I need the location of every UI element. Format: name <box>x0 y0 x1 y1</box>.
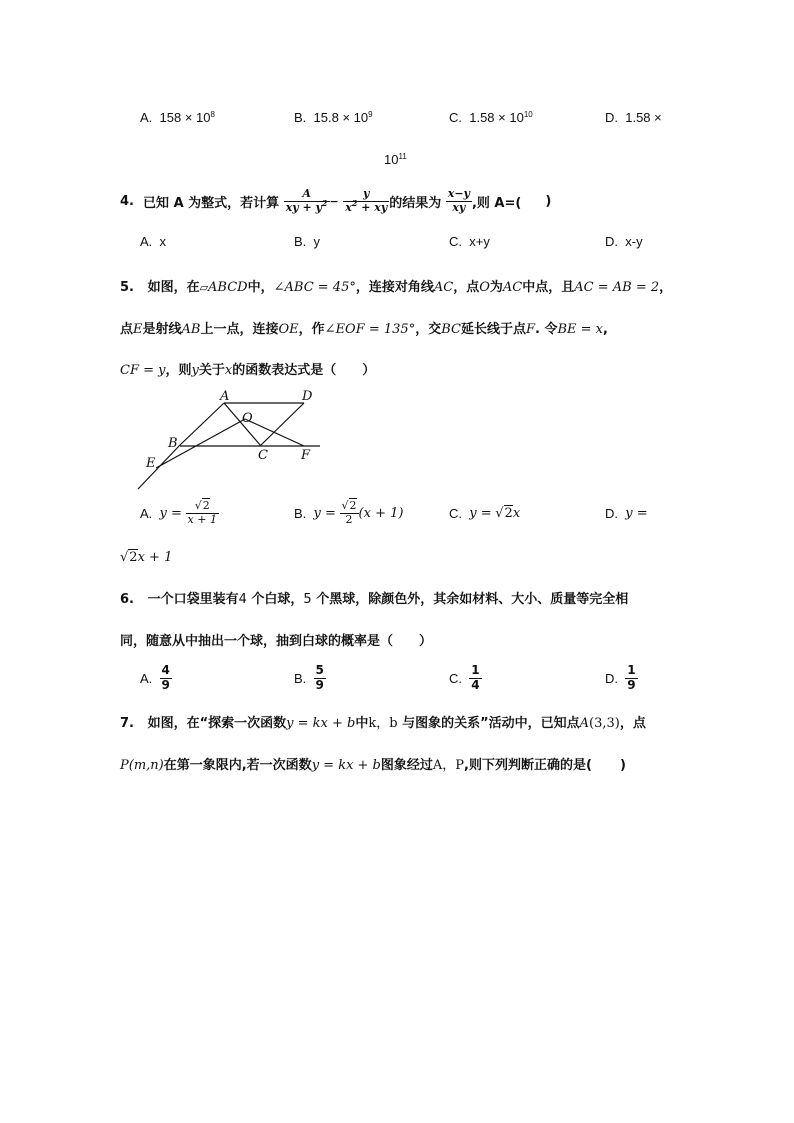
q6-option-b <box>294 660 326 696</box>
q5-option-c <box>449 495 520 531</box>
q5-option-b-numerator: √2 <box>341 499 357 513</box>
q6-option-c-num: 1 <box>471 663 480 678</box>
q7-l1-point-a: A <box>579 716 589 731</box>
q6-option-d <box>605 660 638 696</box>
q3-option-b-value: 15.8 × 10 <box>313 110 369 125</box>
q5-option-a-y: y = <box>159 505 182 521</box>
q5-l3-text-b: 关于 <box>198 363 225 378</box>
q7-line-2 <box>120 754 626 773</box>
q4-option-c-label: C. <box>449 234 462 249</box>
q4-f2-den-b: + xy <box>357 200 388 214</box>
q5-l1-text-c: ，连接对角线 <box>355 280 434 295</box>
q6-option-d-den: 9 <box>627 677 636 692</box>
q5-l3-y: y <box>191 363 199 378</box>
q7-l2-text-a: 在第一象限内,若一次函数 <box>163 758 312 773</box>
q6-line-2 <box>120 630 432 649</box>
q6-option-d-fraction <box>625 664 637 691</box>
q4-option-c <box>449 234 490 249</box>
q3-option-a-exp: 8 <box>210 110 215 119</box>
q7-line-1 <box>120 712 646 731</box>
q7-l1-function: y = kx + b <box>286 716 356 731</box>
q5-line-2 <box>120 318 608 337</box>
segment-of <box>245 419 304 446</box>
q6-l1-text-a: 一个口袋里装有 <box>147 592 239 607</box>
q5-option-d-root: √2 <box>120 550 138 565</box>
q4-option-d-text: x-y <box>625 234 643 249</box>
q4-option-b-label: B. <box>294 234 307 249</box>
q4-text-3: ,则 A=( <box>471 195 522 211</box>
q5-number: 5. <box>120 280 134 295</box>
q5-option-a <box>140 495 219 531</box>
q4-fraction-1 <box>284 188 330 213</box>
q5-option-c-y: y = <box>469 505 492 521</box>
q5-option-a-label: A. <box>140 505 153 521</box>
q6-l1-text-c: 个黑球，除颜色外，其余如材料、大小、质量等完全相 <box>316 592 629 607</box>
q7-l2-points-ap: A，P <box>432 758 465 773</box>
q3-option-b <box>294 110 373 125</box>
q5-option-d-radicand: 2 <box>129 550 138 565</box>
q5-l1-text-a: 如图，在 <box>147 280 200 295</box>
q5-l2-bex: BE = x <box>557 322 604 337</box>
q4-option-d-label: D. <box>605 234 618 249</box>
label-o: O <box>242 411 253 426</box>
q6-option-a-label: A. <box>140 670 153 686</box>
label-d: D <box>302 389 313 404</box>
q5-l1-ac2: AC <box>502 280 523 295</box>
q4-option-d <box>605 234 643 249</box>
q4-f1-den-base: xy + y <box>285 200 322 214</box>
q4-text-1: 已知 A 为整式，若计算 <box>143 195 280 211</box>
q7-l2-point-p: P(m,n) <box>120 758 164 773</box>
q7-l2-text-c: ,则下列判断正确的是( <box>464 758 592 773</box>
q6-option-a <box>140 660 172 696</box>
q7-l2-text-d: ) <box>619 758 626 773</box>
q5-l1-text-f: 中点，且 <box>522 280 575 295</box>
q6-line-1 <box>120 588 628 607</box>
q5-option-d <box>605 495 648 531</box>
q6-option-b-den: 9 <box>315 677 324 692</box>
q5-line-3 <box>120 359 375 378</box>
q3-option-a-label: A. <box>140 110 153 125</box>
q4-f2-den-a: x <box>345 200 352 214</box>
q5-option-d-label: D. <box>605 505 618 521</box>
q5-l1-text-g: ， <box>659 280 673 295</box>
q7-l1-coordinates: (3,3) <box>589 716 620 731</box>
q5-l3-text-a: ，则 <box>165 363 192 378</box>
q5-l3-text-d: ） <box>362 363 376 378</box>
label-b: B <box>168 436 178 451</box>
q6-option-c-den: 4 <box>471 677 480 692</box>
q6-option-a-fraction <box>160 664 172 691</box>
q3-option-c <box>449 110 533 125</box>
q5-l2-text-e: ，交 <box>415 322 442 337</box>
q7-l2-function: y = kx + b <box>311 758 381 773</box>
q5-l1-angle: ∠ABC = 45° <box>273 280 356 295</box>
q3-option-d <box>605 110 662 125</box>
segment-dc <box>261 403 304 445</box>
q3-option-d-label: D. <box>605 110 618 125</box>
q6-option-b-num: 5 <box>315 663 324 678</box>
q5-l1-equation: AC = AB = 2 <box>574 280 660 295</box>
q5-l2-text-c: 上一点，连接 <box>200 322 279 337</box>
q5-option-b-radicand: 2 <box>349 499 357 513</box>
q5-option-c-root: √2 <box>495 505 513 521</box>
q5-l2-text-b: 是射线 <box>142 322 182 337</box>
q3-option-c-label: C. <box>449 110 462 125</box>
q4-option-a-label: A. <box>140 234 153 249</box>
q4-option-a-text: x <box>159 234 167 249</box>
q4-option-b-text: y <box>313 234 321 249</box>
q3-option-b-label: B. <box>294 110 307 125</box>
q4-minus: − <box>329 194 339 208</box>
q6-option-d-label: D. <box>605 670 618 686</box>
q6-option-a-num: 4 <box>161 663 170 678</box>
q5-l2-ab: AB <box>181 322 201 337</box>
q6-l1-text-b: 个白球， <box>251 592 304 607</box>
q4-option-b <box>294 234 320 249</box>
q5-option-d-y: y = <box>625 505 648 521</box>
q3-option-c-value: 1.58 × 10 <box>469 110 524 125</box>
q5-l2-text-a: 点 <box>120 322 134 337</box>
q5-option-b <box>294 495 403 531</box>
q5-option-c-x: x <box>512 505 521 521</box>
q3-option-c-exp: 10 <box>523 110 533 119</box>
q7-l2-text-b: 图象经过 <box>380 758 433 773</box>
q4-f3-numerator: x−y <box>447 187 470 201</box>
q6-l1-n4: 4 <box>238 592 247 607</box>
q3-option-b-exp: 9 <box>368 110 373 119</box>
q5-option-a-denominator: x + 1 <box>187 512 217 526</box>
q7-l1-text-c: 与图象的关系”活动中，已知点 <box>402 716 580 731</box>
q5-l3-text-c: 的函数表达式是（ <box>232 363 337 378</box>
q5-l2-f: F <box>525 322 536 337</box>
q5-l2-e: E <box>133 322 143 337</box>
q5-option-b-tail: (x + 1) <box>358 505 404 521</box>
q5-l1-text-d: ，点 <box>453 280 480 295</box>
q4-option-a <box>140 234 166 249</box>
q4-f1-numerator: A <box>284 188 330 201</box>
q5-option-a-numerator: √2 <box>186 500 219 513</box>
q5-l1-abcd: ABCD <box>208 280 248 295</box>
q6-option-b-label: B. <box>294 670 307 686</box>
label-a: A <box>220 389 230 404</box>
q5-l2-text-d: ，作 <box>298 322 325 337</box>
q7-l1-kb: k，b <box>368 716 398 731</box>
q4-f2-den-exp: 2 <box>351 197 358 208</box>
q5-option-a-radicand: 2 <box>202 499 210 513</box>
q4-f2-denominator <box>343 197 389 214</box>
q5-l2-text-h: , <box>603 322 608 337</box>
q5-l2-bc: BC <box>441 322 461 337</box>
q3-option-a <box>140 110 215 125</box>
q5-l1-o: O <box>479 280 490 295</box>
q5-l1-ac: AC <box>433 280 454 295</box>
q5-geometry-figure <box>130 385 330 493</box>
q6-option-c-fraction <box>469 664 481 691</box>
q6-option-d-num: 1 <box>627 663 636 678</box>
q5-l3-x: x <box>224 363 233 378</box>
q6-number: 6. <box>120 592 134 607</box>
label-e: E <box>146 456 156 471</box>
q6-option-c-label: C. <box>449 670 462 686</box>
q5-option-b-fraction <box>340 500 359 525</box>
q4-f1-den-exp: 2 <box>321 197 328 208</box>
q7-l1-text-d: ，点 <box>619 716 646 731</box>
q4-fraction-3 <box>446 188 472 213</box>
parallelogram-icon: ▱ <box>199 281 209 294</box>
label-c: C <box>258 448 268 463</box>
q6-l2-end: ） <box>419 634 433 649</box>
q5-option-b-y: y = <box>313 505 336 521</box>
q6-option-c <box>449 660 482 696</box>
q5-l2-text-g: . 令 <box>535 322 558 337</box>
q5-option-a-fraction <box>186 500 219 525</box>
q5-l1-text-e: 为 <box>489 280 503 295</box>
q6-l2-text: 同，随意从中抽出一个球，抽到白球的概率是（ <box>120 634 394 649</box>
q5-line-1 <box>120 276 672 295</box>
q4-option-c-text: x+y <box>469 234 490 249</box>
q4-stem <box>120 180 551 222</box>
q3-option-d-continuation <box>384 152 407 167</box>
q3-option-d-cont-exp: 11 <box>398 152 407 161</box>
q5-option-c-label: C. <box>449 505 462 521</box>
q4-text-4: ) <box>545 193 552 209</box>
q5-option-c-radicand: 2 <box>504 505 513 521</box>
q5-l3-cfy: CF = y <box>120 363 166 378</box>
q4-f1-denominator <box>284 197 330 214</box>
q5-option-d-tail: x + 1 <box>137 550 173 565</box>
q3-option-a-value: 158 × 10 <box>159 110 211 125</box>
q5-option-b-label: B. <box>294 505 307 521</box>
q4-f2-numerator: y <box>343 188 389 201</box>
q7-number: 7. <box>120 716 134 731</box>
q4-text-2: 的结果为 <box>389 195 442 211</box>
q7-l1-text-b: 中 <box>355 716 369 731</box>
q5-l2-angle: ∠EOF = 135° <box>324 322 416 337</box>
label-f: F <box>301 448 311 463</box>
q6-option-a-den: 9 <box>161 677 170 692</box>
q7-l1-text-a: 如图，在“探索一次函数 <box>147 716 287 731</box>
q5-l2-oe: OE <box>278 322 299 337</box>
q6-l1-n5: 5 <box>303 592 312 607</box>
q4-fraction-2 <box>343 188 389 213</box>
q5-option-b-denominator: 2 <box>345 512 353 526</box>
q4-number: 4. <box>120 193 134 209</box>
q5-l1-text-b: 中， <box>247 280 274 295</box>
segment-ab <box>180 403 224 445</box>
q4-f3-denominator: xy <box>452 200 466 214</box>
q3-option-d-value: 1.58 × <box>625 110 662 125</box>
q3-option-d-cont-base: 10 <box>384 152 399 167</box>
q5-option-d-continuation <box>120 546 172 565</box>
q5-l2-text-f: 延长线于点 <box>460 322 526 337</box>
q6-option-b-fraction <box>314 664 326 691</box>
